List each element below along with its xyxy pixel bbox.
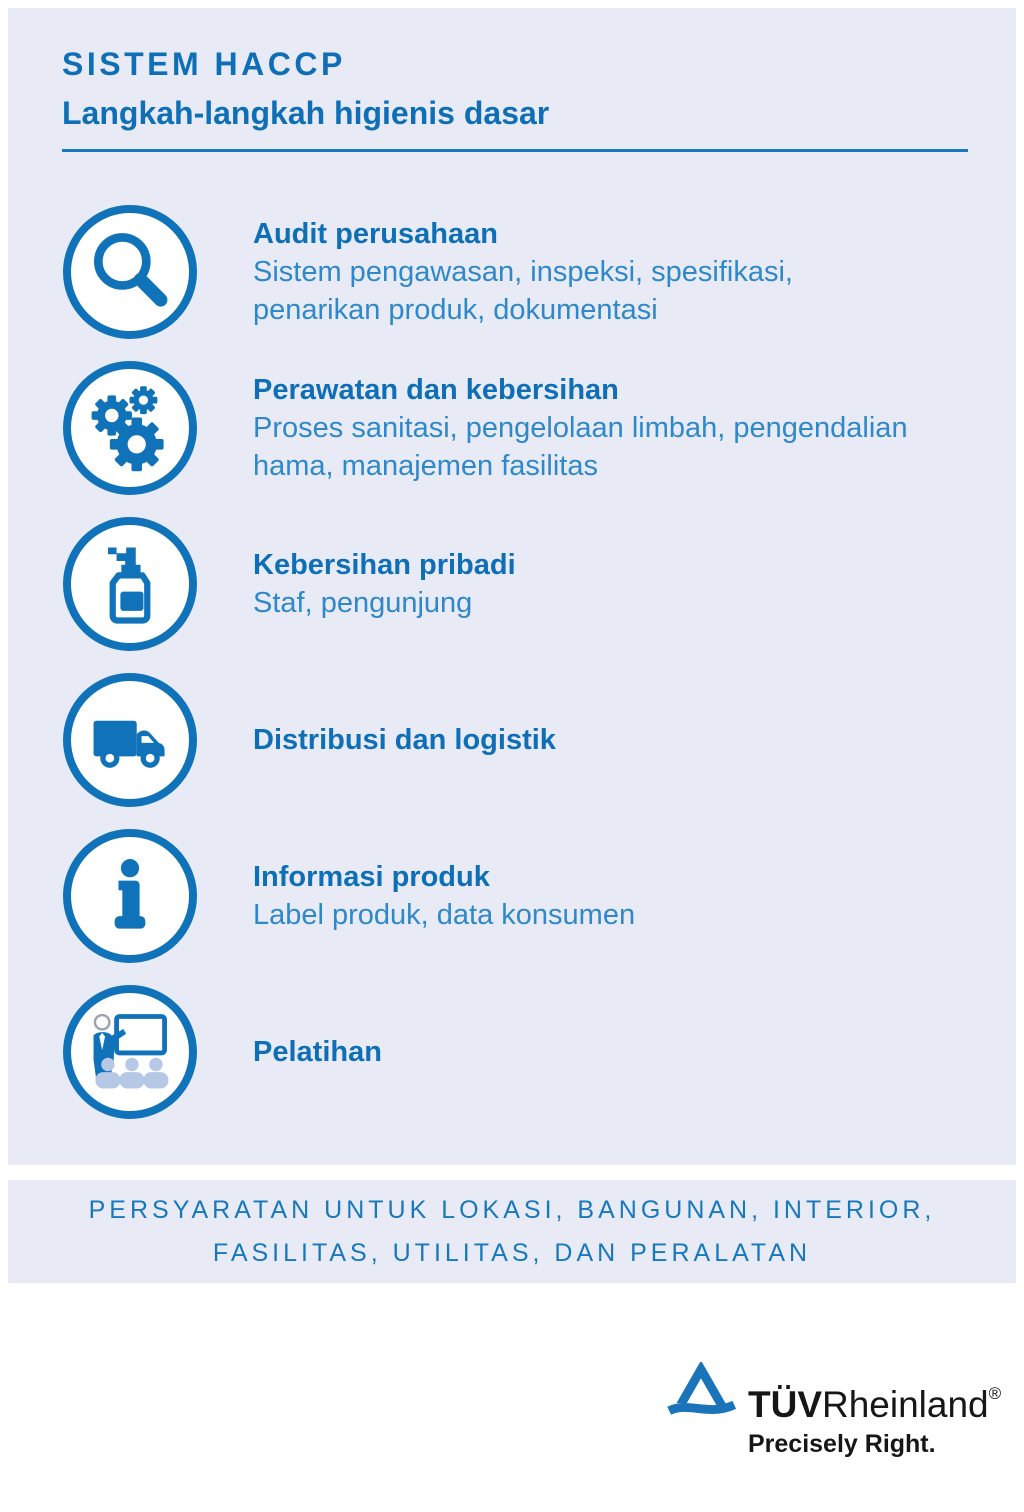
header [8,8,1016,132]
header-divider [62,149,968,152]
step-description: Proses sanitasi, pengelolaan limbah, pengendalian hama, manajemen fasilitas [253,412,908,482]
soap-dispenser-icon [63,517,197,651]
tuv-rheinland-logo [664,1362,1001,1459]
requirements-band [8,1180,1016,1283]
training-icon [63,985,197,1119]
page-subtitle: Langkah-langkah higienis dasar [62,95,550,131]
list-item-maintenance [8,350,1016,506]
logo-tuv: TÜV [748,1384,822,1425]
step-text [253,215,913,329]
list-item-product-info [8,818,1016,974]
requirements-line-2: FASILITAS, UTILITAS, DAN PERALATAN [212,1238,812,1267]
step-title: Perawatan dan kebersihan [253,374,619,406]
step-title: Distribusi dan logistik [253,724,556,756]
list-item-distribution [8,662,1016,818]
registered-mark: ® [988,1384,1002,1403]
requirements-line-1: PERSYARATAN UNTUK LOKASI, BANGUNAN, INTERIOR, [88,1195,936,1224]
logo-text [748,1362,1001,1459]
magnifier-icon [63,205,197,339]
tuv-triangle-icon [664,1362,738,1430]
step-title: Informasi produk [253,861,490,893]
step-title: Pelatihan [253,1036,382,1068]
step-text [253,546,913,622]
page-title: SISTEM HACCP [62,46,346,82]
step-description: Sistem pengawasan, inspeksi, spesifikasi, penarikan produk, dokumentasi [253,256,793,326]
step-text [253,721,913,759]
gears-icon [63,361,197,495]
step-description: Staf, pengunjung [253,587,473,619]
step-title: Audit perusahaan [253,218,498,250]
info-icon [63,829,197,963]
list-item-training [8,974,1016,1130]
logo-wordmark [748,1374,1001,1425]
list-item-audit [8,194,1016,350]
steps-list [8,194,1016,1130]
logo-tagline: Precisely Right. [748,1430,936,1458]
step-text [253,858,913,934]
step-text [253,371,913,485]
step-description: Label produk, data konsumen [253,899,636,931]
main-panel [8,8,1016,1165]
logo-rheinland: Rheinland [822,1384,989,1425]
step-title: Kebersihan pribadi [253,549,516,581]
step-text [253,1033,913,1071]
truck-icon [63,673,197,807]
list-item-hygiene [8,506,1016,662]
